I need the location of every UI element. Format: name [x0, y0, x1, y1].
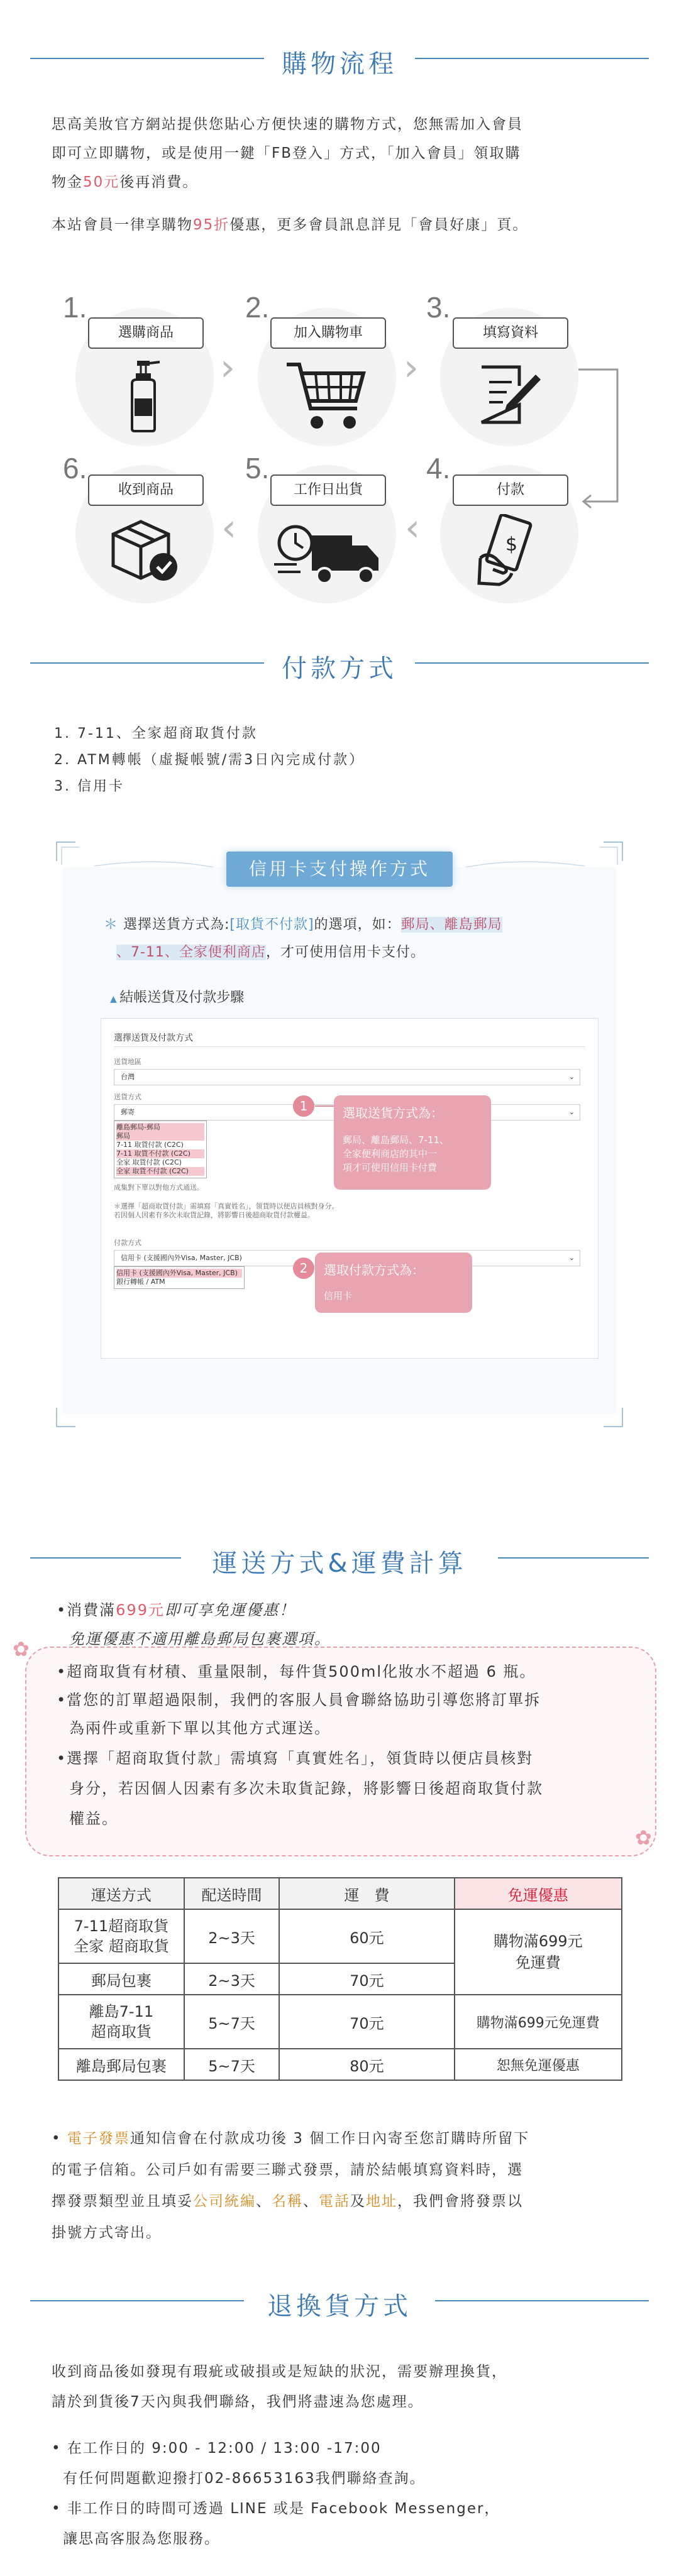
chevron-left-icon: ‹: [405, 506, 420, 550]
intro-line: 思高美妝官方網站提供您貼心方便快速的購物方式，您無需加入會員: [52, 116, 523, 133]
section-title: 購物流程: [270, 50, 409, 79]
payment-header: [0, 644, 679, 681]
discount-rate: 95折: [193, 217, 230, 233]
callout-box-shipping: 選取送貨方式為： 郵局、離島郵局、7-11、 全家便利商店的其中一 項才可使用信用卡付費: [334, 1095, 491, 1190]
dropdown-option[interactable]: 全家 取貨不付款 (C2C): [116, 1167, 204, 1176]
dropdown-option[interactable]: 信用卡 (支援國內外Visa, Master, JCB): [116, 1269, 242, 1278]
returns-contact: • 在工作日的 9:00 - 12:00 / 13:00 -17:00 有任何問題歡迎撥打02-86653163我們聯絡查詢。 • 非工作日的時間可透過 LINE 或是 Facebook Messenger， 讓思高客服為您服務。: [52, 2440, 500, 2547]
payment-dropdown: [114, 1266, 245, 1289]
delivery-truck-icon: [272, 518, 385, 587]
step-number: 6.: [63, 452, 87, 485]
table-row: 離島7-11 超商取貨 5~7天 70元 購物滿699元免運費: [58, 1995, 622, 2049]
guide-title: 信用卡支付操作方式: [226, 852, 453, 887]
chevron-right-icon: ›: [220, 346, 235, 390]
payment-method-select[interactable]: 信用卡 (支援國內外Visa, Master, JCB) ⌄: [114, 1250, 580, 1266]
region-select[interactable]: 台灣 ⌄: [114, 1069, 580, 1085]
shipping-rule: •當您的訂單超過限制，我們的客服人員會聯絡協助引導您將訂單拆: [57, 1691, 541, 1709]
shipping-rule-cont: 權益。: [69, 1810, 118, 1828]
package-check-icon: [103, 512, 185, 587]
dropdown-option[interactable]: 7-11 取貨付款 (C2C): [116, 1141, 184, 1149]
step-number: 2.: [245, 291, 270, 324]
checkout-screenshot: 選擇送貨及付款方式 送貨地區 台灣 ⌄ 送貨方式 郵寄 ⌄ 離島郵局-郵局 郵局 7-11 取貨付款 (C2C) 7-11 取貨不付款 (C2C) 全家 取貨付款 (C2C) 全家 取貨不付款 (C2C) 成集對下單以對他方式通送。 ＊選擇「超商取貨付款」需填寫「真實姓名」，領貨時以便店員核對身分。 若因個人因素有多次未取貨記錄，將影響日後超商取貨付款權益。 付款方式 信用卡 (支援國內外Visa, Master, JCB) ⌄ 信用卡 (支援國內外Visa, Master, JCB) 銀行轉帳 / ATM 1 選取送貨方式為： 郵局、離島郵局、7-11、 全家便利商店的其中一 項才可使用信用卡付費 2 選取付款方式為： 信用卡: [101, 1018, 599, 1359]
payment-option: 3. 信用卡: [54, 779, 124, 794]
shipping-rule-cont: 為兩件或重新下單以其他方式運送。: [69, 1719, 331, 1737]
step-label: 付款: [453, 474, 568, 506]
flow-diagram: [0, 289, 679, 603]
shopping-cart-icon: [283, 359, 371, 435]
callout-number: 1: [293, 1095, 314, 1117]
returns-intro: 收到商品後如發現有瑕疵或破損或是短缺的狀況，需要辦理換貨， 請於到貨後7天內與我們聯絡，我們將盡速為您處理。: [52, 2364, 507, 2410]
step-label: 工作日出貨: [270, 474, 386, 506]
shipping-dropdown: [114, 1121, 207, 1178]
dropdown-option[interactable]: 郵局: [116, 1132, 204, 1141]
shipping-header: [0, 1538, 679, 1576]
returns-header: [0, 2281, 679, 2319]
step-number: 1.: [63, 291, 87, 324]
chevron-down-icon: ⌄: [568, 1254, 575, 1262]
step-number: 4.: [426, 452, 451, 485]
chevron-left-icon: ‹: [221, 506, 236, 550]
steps-title: ▲ 結帳送貨及付款步驟: [110, 990, 245, 1006]
shipping-method-select[interactable]: 郵寄 ⌄: [114, 1104, 580, 1121]
payment-option: 1. 7-11、全家超商取貨付款: [54, 726, 258, 742]
flower-icon: ✿: [635, 1826, 652, 1850]
dropdown-option[interactable]: 銀行轉帳 / ATM: [116, 1278, 165, 1286]
payment-option: 2. ATM轉帳（虛擬帳號/需3日內完成付款）: [54, 752, 365, 768]
callout-number: 2: [293, 1258, 314, 1279]
free-shipping-note: 免運優惠不適用離島郵局包裹選項。: [69, 1630, 331, 1648]
lotion-bottle-icon: [118, 358, 168, 434]
triangle-icon: ▲: [110, 994, 120, 1004]
callout-connector: [315, 1105, 334, 1107]
star-icon: ＊: [104, 917, 123, 933]
flow-connector: [578, 364, 629, 509]
section-title: 退換貨方式: [256, 2292, 423, 2321]
table-row: 離島郵局包裹 5~7天 80元 恕無免運優惠: [58, 2049, 622, 2080]
table-header: 運送方式: [58, 1878, 184, 1909]
section-title: 運送方式&運費計算: [201, 1549, 478, 1578]
chevron-right-icon: ›: [404, 346, 419, 390]
step-label: 加入購物車: [270, 317, 386, 349]
guide-instruction: ＊ 選擇送貨方式為:[取貨不付款]的選項，如：郵局、離島郵局 、7-11、全家便利商店，才可使用信用卡支付。: [104, 917, 502, 960]
dropdown-option[interactable]: 7-11 取貨不付款 (C2C): [116, 1149, 204, 1158]
step-label: 選購商品: [88, 317, 204, 349]
step-number: 5.: [245, 452, 270, 485]
callout-box-payment: 選取付款方式為： 信用卡: [315, 1252, 472, 1313]
chevron-down-icon: ⌄: [568, 1073, 575, 1081]
shipping-rule: •超商取貨有材積、重量限制，每件貨500ml化妝水不超過 6 瓶。: [57, 1663, 536, 1680]
bonus-amount: 50元: [83, 174, 120, 190]
step-label: 填寫資料: [453, 317, 568, 349]
step-label: 收到商品: [88, 474, 204, 506]
section-title: 付款方式: [270, 654, 409, 683]
flower-icon: ✿: [13, 1637, 30, 1661]
intro-line: 物金50元後再消費。: [52, 174, 199, 190]
screenshot-header: 選擇送貨及付款方式: [114, 1033, 193, 1043]
dropdown-option[interactable]: 全家 取貨付款 (C2C): [116, 1158, 182, 1166]
table-header-row: [58, 1878, 622, 1909]
credit-card-guide: [50, 836, 629, 1433]
table-row: 郵局包裹 2~3天 70元: [58, 1963, 622, 1995]
form-pen-icon: [475, 361, 544, 430]
money-hand-icon: [474, 514, 549, 589]
shopping-intro: [52, 110, 630, 197]
table-header: 配送時間: [184, 1878, 280, 1909]
table-row: 7-11超商取貨 全家 超商取貨 2~3天 60元 購物滿699元 免運費: [58, 1909, 622, 1963]
step-number: 3.: [426, 291, 451, 324]
svg-text:$: $: [505, 534, 518, 556]
divider: [114, 1046, 585, 1047]
table-header: 免運優惠: [455, 1878, 622, 1909]
shopping-flow-header: [0, 39, 679, 77]
intro-line: 即可立即購物，或是使用一鍵「FB登入」方式，「加入會員」領取購: [52, 145, 521, 162]
shipping-rule-cont: 身分，若因個人因素有多次未取貨記錄，將影響日後超商取貨付款: [69, 1780, 543, 1797]
table-header: 運 費: [279, 1878, 454, 1909]
chevron-down-icon: ⌄: [568, 1108, 575, 1116]
member-discount-text: 本站會員一律享購物95折優惠，更多會員訊息詳見「會員好康」頁。: [52, 217, 529, 233]
dropdown-option[interactable]: 離島郵局-郵局: [116, 1123, 204, 1132]
free-shipping-line: •消費滿699元即可享免運優惠！: [57, 1601, 295, 1619]
shipping-rule: •選擇「超商取貨付款」需填寫「真實姓名」，領貨時以便店員核對: [57, 1750, 534, 1767]
shipping-fee-table: [58, 1877, 622, 2081]
invoice-notice: • 電子發票通知信會在付款成功後 3 個工作日內寄至您訂購時所留下 的電子信箱。公司戶如有需要三聯式發票，請於結帳填寫資料時，選 擇發票類型並且填妥公司統編、名稱、電話及地址，我們會將發票以 掛號方式寄出。: [52, 2130, 530, 2241]
